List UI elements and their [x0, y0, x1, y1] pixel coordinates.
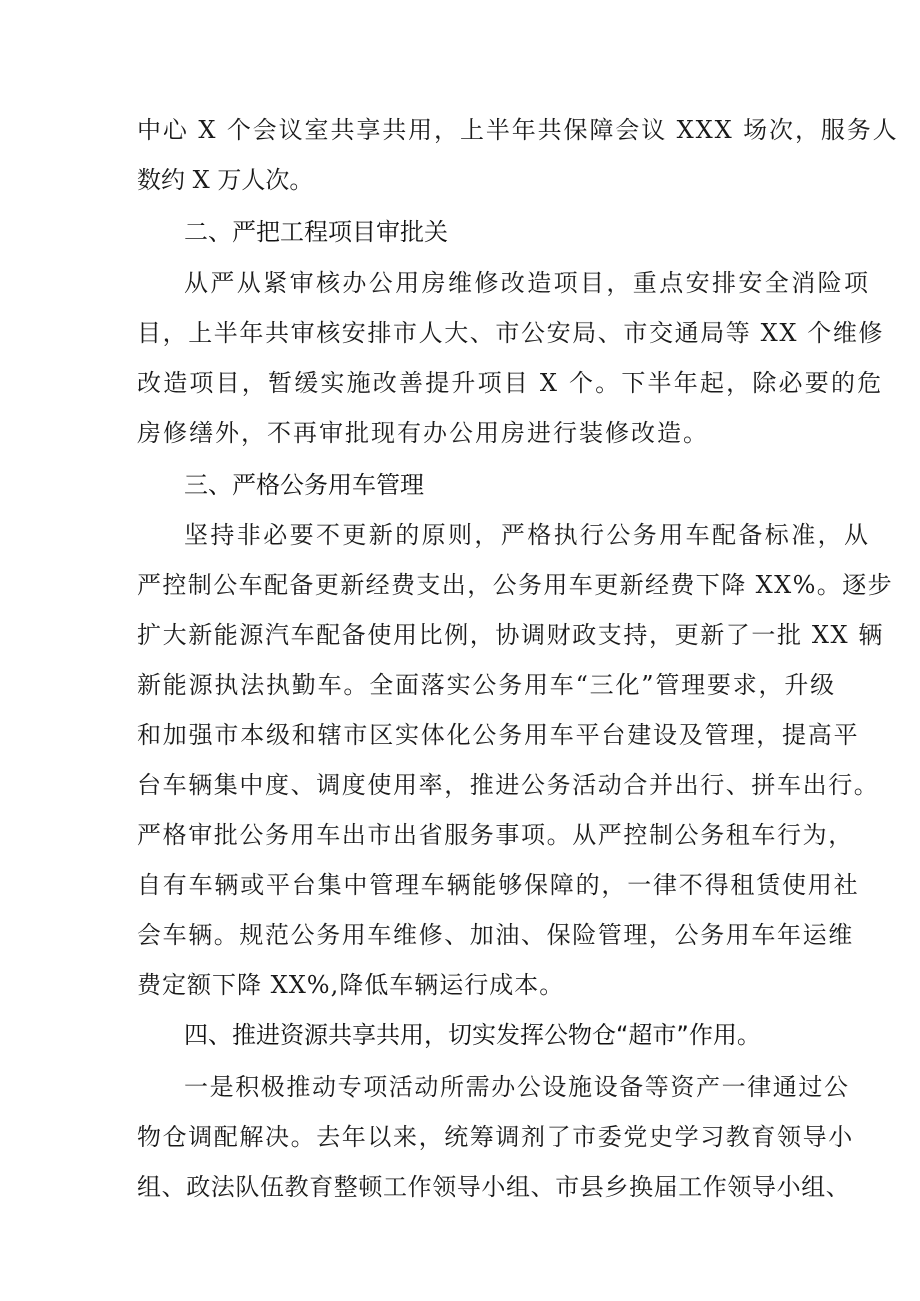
paragraph-intro-line-1: 中心 X 个会议室共享共用，上半年共保障会议 XXX 场次，服务人	[137, 116, 899, 144]
section-2-line-1: 从严从紧审核办公用房维修改造项目，重点安排安全消险项	[184, 269, 871, 297]
section-3-line-9: 会车辆。规范公务用车维修、加油、保险管理，公务用车年运维	[137, 921, 854, 949]
section-3-line-4: 新能源执法执勤车。全面落实公务用车“三化”管理要求，升级	[137, 671, 836, 699]
paragraph-intro-line-2: 数约 X 万人次。	[137, 166, 314, 194]
section-3-line-2: 严控制公车配备更新经费支出，公务用车更新经费下降 XX%。逐步	[137, 571, 894, 599]
section-3-line-5: 和加强市本级和辖市区实体化公务用车平台建设及管理，提高平	[137, 721, 860, 749]
section-4-line-2: 物仓调配解决。去年以来，统筹调剂了市委党史学习教育领导小	[137, 1123, 854, 1151]
section-3-line-6: 台车辆集中度、调度使用率，推进公务活动合并出行、拼车出行。	[137, 771, 880, 799]
section-2-line-4: 房修缮外，不再审批现有办公用房进行装修改造。	[137, 419, 709, 447]
section-2-line-2: 目，上半年共审核安排市人大、市公安局、市交通局等 XX 个维修	[137, 319, 885, 347]
section-3-heading: 三、严格公务用车管理	[184, 471, 424, 499]
section-3-line-7: 严格审批公务用车出市出省服务事项。从严控制公务租车行为，	[137, 821, 854, 849]
section-4-heading: 四、推进资源共享共用，切实发挥公物仓“超市”作用。	[184, 1021, 761, 1049]
section-3-line-3: 扩大新能源汽车配备使用比例，协调财政支持，更新了一批 XX 辆	[137, 621, 885, 649]
section-3-line-10: 费定额下降 XX%,降低车辆运行成本。	[137, 971, 565, 999]
section-2-line-3: 改造项目，暂缓实施改善提升项目 X 个。下半年起，除必要的危	[137, 369, 884, 397]
section-3-line-8: 自有车辆或平台集中管理车辆能够保障的，一律不得租赁使用社	[137, 871, 860, 899]
section-4-line-3: 组、政法队伍教育整顿工作领导小组、市县乡换届工作领导小组、	[137, 1173, 851, 1201]
section-2-heading: 二、严把工程项目审批关	[184, 218, 448, 246]
section-3-line-1: 坚持非必要不更新的原则，严格执行公务用车配备标准，从	[184, 521, 871, 549]
section-4-line-1: 一是积极推动专项活动所需办公设施设备等资产一律通过公	[184, 1073, 850, 1101]
